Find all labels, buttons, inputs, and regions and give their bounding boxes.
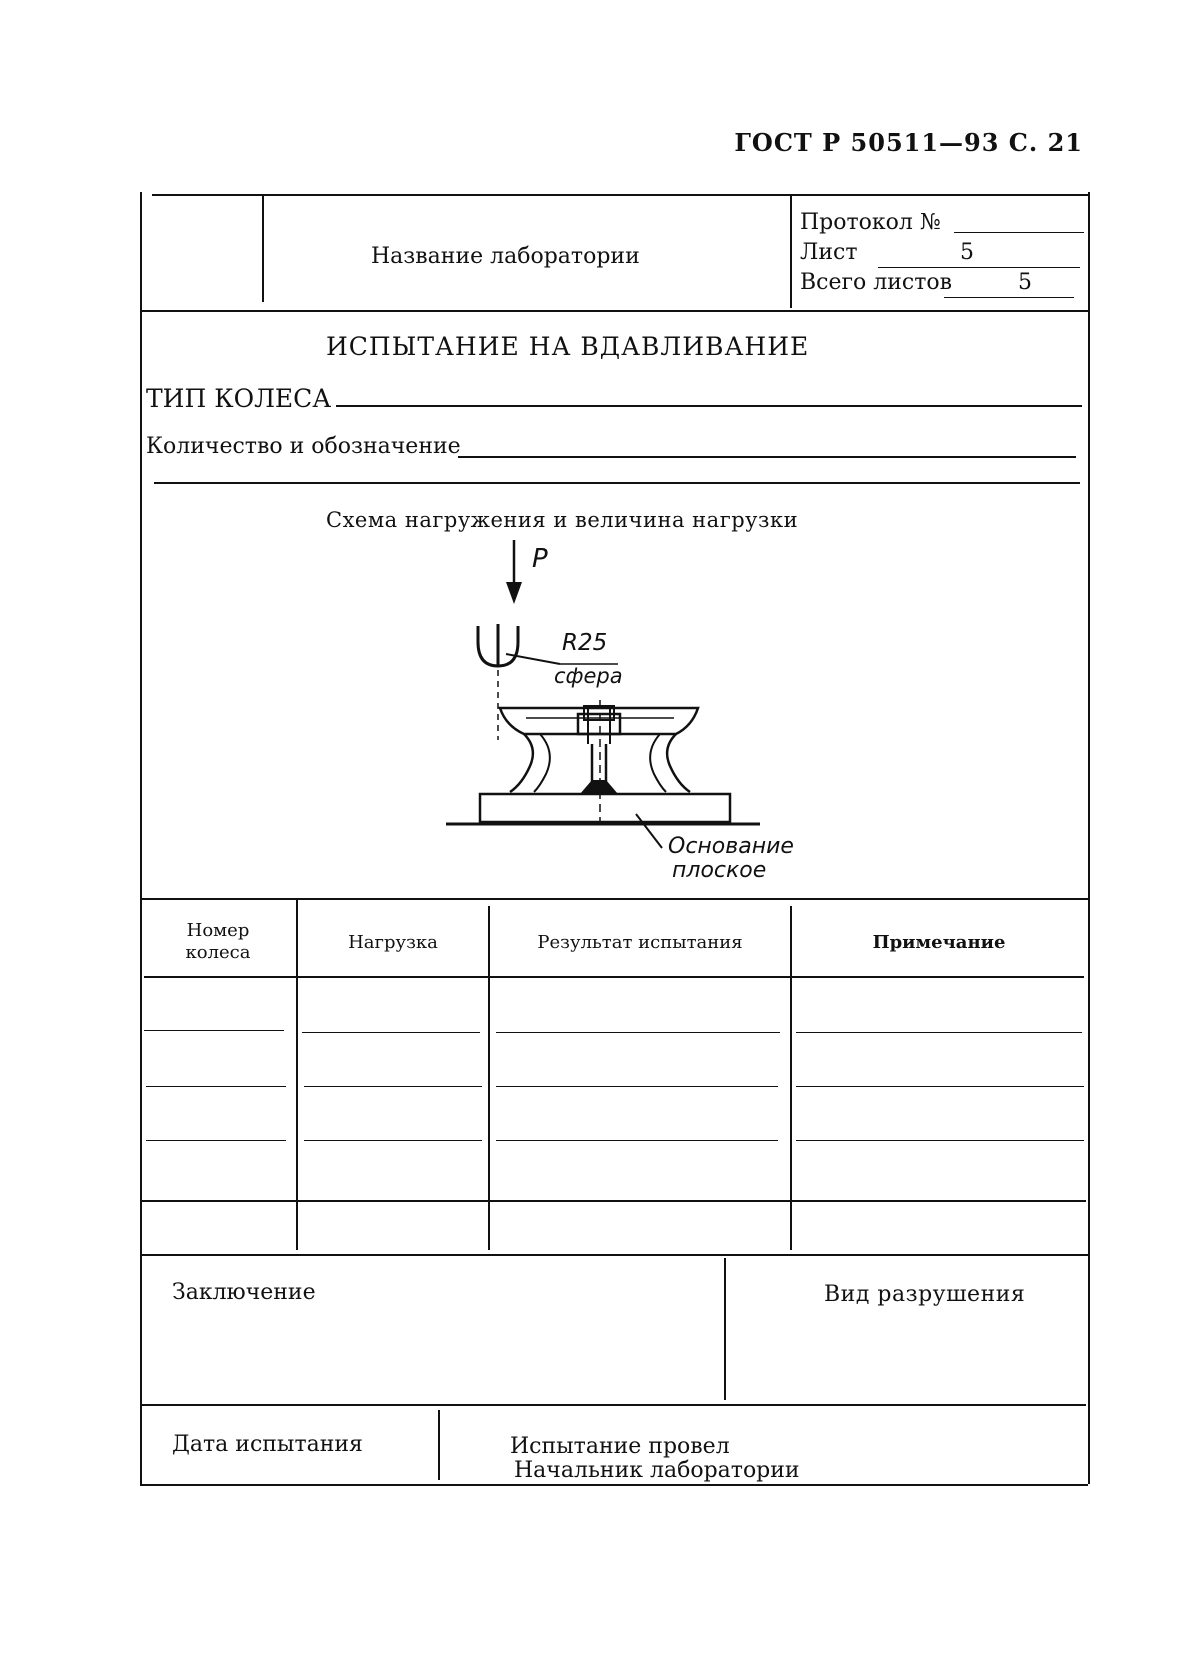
sheet-line <box>878 267 1080 268</box>
lab-name-label: Название лаборатории <box>371 244 640 269</box>
table-header-result: Результат испытания <box>537 932 743 953</box>
row-line-2-col4 <box>796 1086 1084 1087</box>
sheet-value: 5 <box>960 240 974 265</box>
test-date-label: Дата испытания <box>172 1432 363 1457</box>
table-col-3 <box>790 906 792 1250</box>
conclusion-divider <box>724 1258 726 1400</box>
quantity-line <box>458 456 1076 458</box>
top-block-bottom <box>140 310 1088 312</box>
form-title: ИСПЫТАНИЕ НА ВДАВЛИВАНИЕ <box>326 332 810 361</box>
table-header-wheel-number-text: Номер колеса <box>185 920 251 963</box>
frame-left <box>140 192 142 1484</box>
total-sheets-line <box>944 297 1074 298</box>
top-divider-left <box>262 196 264 302</box>
row-line-1-col4 <box>796 1032 1082 1033</box>
table-col-2 <box>488 906 490 1250</box>
row-line-3-col4 <box>796 1140 1084 1141</box>
failure-type-label: Вид разрушения <box>824 1282 1026 1307</box>
row-line-3-col2 <box>304 1140 482 1141</box>
top-divider-right <box>790 196 792 308</box>
table-top-line <box>140 898 1088 900</box>
table-col-1 <box>296 900 298 1250</box>
row-line-1-col1 <box>144 1030 284 1031</box>
protocol-line <box>954 232 1084 233</box>
quantity-label: Количество и обозначение <box>146 434 461 459</box>
head-of-lab-label: Начальник лаборатории <box>514 1458 800 1483</box>
sphere-label: сфера <box>554 664 623 688</box>
frame-right <box>1088 192 1090 1484</box>
row-line-3-col3 <box>496 1140 778 1141</box>
fields-bottom-line <box>154 482 1080 484</box>
row-line-2-col2 <box>304 1086 482 1087</box>
radius-label: R25 <box>562 630 608 656</box>
total-sheets-value: 5 <box>1018 270 1032 295</box>
row-line-2-col1 <box>146 1086 286 1087</box>
form-bottom-line <box>140 1484 1088 1486</box>
force-label: P <box>532 544 548 574</box>
sheet-label: Лист <box>800 240 858 265</box>
table-bottom-line <box>140 1254 1088 1256</box>
wheel-type-line <box>336 405 1082 407</box>
total-sheets-label: Всего листов <box>800 270 953 295</box>
row-line-2-col3 <box>496 1086 778 1087</box>
top-border <box>152 194 1088 196</box>
wheel-type-label: ТИП КОЛЕСА <box>146 384 332 413</box>
row-line-1-col2 <box>302 1032 480 1033</box>
base-label-2: плоское <box>672 858 767 883</box>
base-label-1: Основание <box>668 834 794 859</box>
page-header: ГОСТ Р 50511—93 С. 21 <box>734 128 1083 157</box>
table-header-bottom <box>144 976 1084 978</box>
table-header-load: Нагрузка <box>348 932 438 953</box>
table-row-separator <box>142 1200 1086 1202</box>
protocol-label: Протокол № <box>800 210 941 235</box>
table-header-wheel-number <box>168 920 268 964</box>
row-line-3-col1 <box>146 1140 286 1141</box>
row-line-1-col3 <box>496 1032 780 1033</box>
conclusion-label: Заключение <box>172 1280 316 1305</box>
scheme-caption: Схема нагружения и величина нагрузки <box>326 508 799 532</box>
tested-by-label: Испытание провел <box>510 1434 730 1459</box>
conclusion-bottom-line <box>142 1404 1086 1406</box>
table-header-note: Примечание <box>872 932 1006 953</box>
footer-divider <box>438 1410 440 1480</box>
